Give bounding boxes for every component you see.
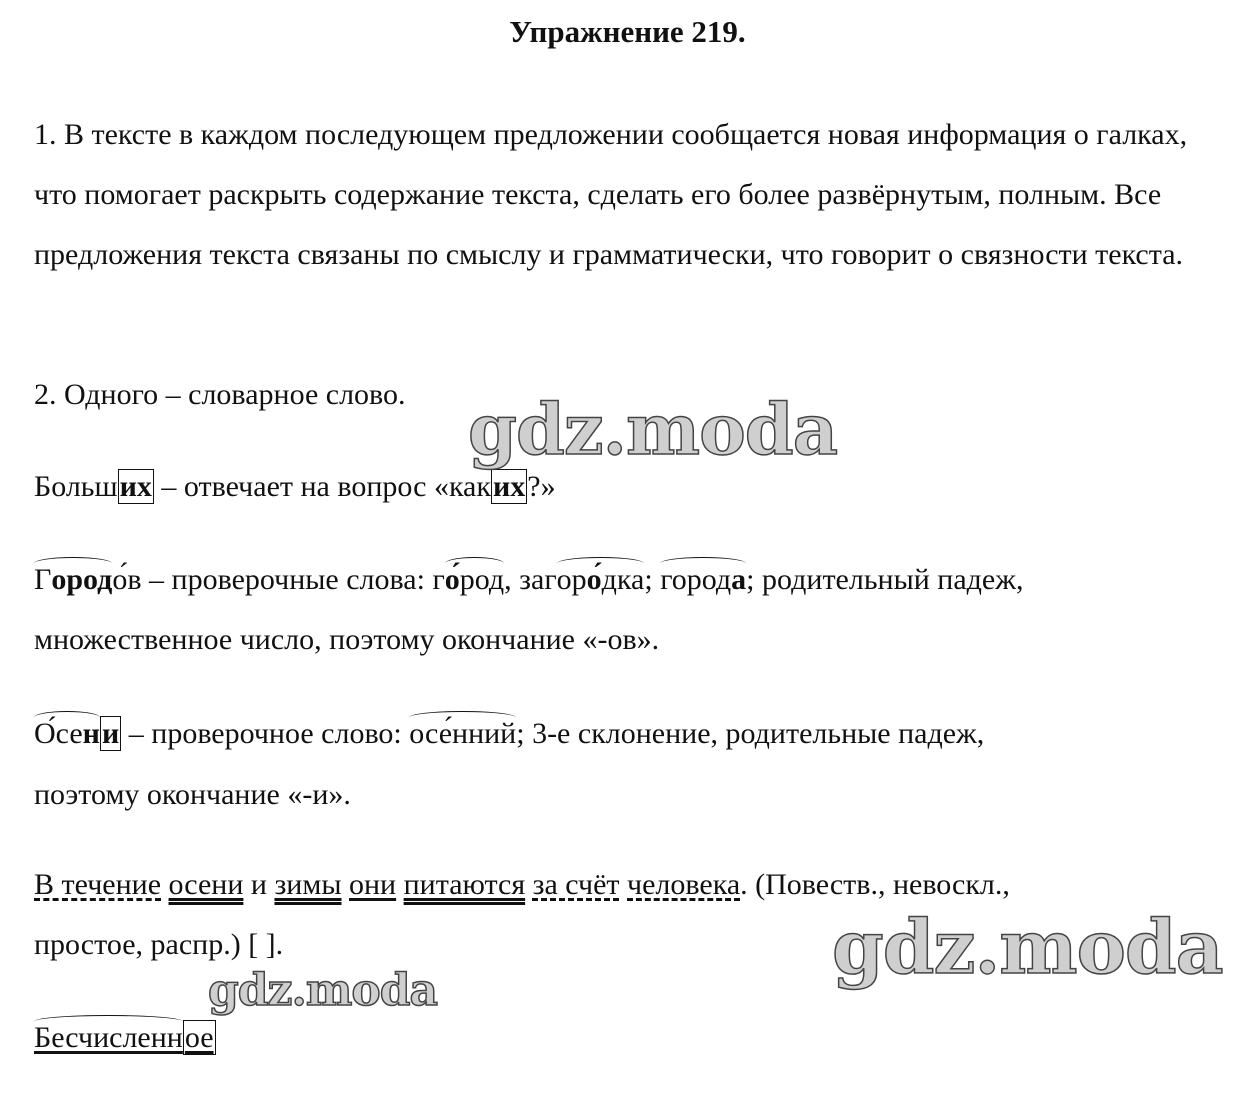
root-arc (660, 563, 746, 597)
object: человека (627, 868, 741, 901)
paragraph-4-line-2: множественное число, поэтому окончание «-ов». (34, 623, 660, 656)
question-ending-box: их (492, 470, 526, 503)
check-word: осе́нний (409, 717, 517, 750)
letter: о́ (444, 563, 460, 596)
text: . (Повеств., невоскл., (740, 868, 1010, 901)
paragraph-7 (34, 1021, 216, 1055)
root-arc (34, 563, 112, 597)
word-ending-box: их (119, 470, 152, 503)
letter: о (83, 563, 98, 596)
object: зимы (274, 868, 342, 901)
sentence-analysis-line-1 (34, 868, 1010, 902)
predicate: питаются (403, 868, 526, 901)
conjunction: и (250, 868, 267, 901)
object: осени (168, 868, 244, 901)
root-arc (557, 563, 645, 597)
word-ending-box: ое (184, 1021, 214, 1054)
word-ending: о́в (112, 563, 142, 596)
text: ?» (527, 470, 556, 503)
letter: город (660, 563, 732, 596)
watermark: gdz.moda (208, 965, 438, 1016)
text: ; родительный падеж, (746, 563, 1024, 596)
letter: н (82, 717, 100, 750)
watermark: gdz.moda (832, 905, 1223, 991)
object: за счёт (532, 868, 620, 901)
letter: дка (601, 563, 645, 596)
text: – проверочное слово: (121, 717, 410, 750)
letter: а (731, 563, 747, 596)
text: – проверочные слова: (141, 563, 433, 596)
letter: О́се (34, 717, 83, 750)
sentence-analysis-line-2: простое, распр.) [ ]. (34, 928, 284, 961)
exercise-title: Упражнение 219. (509, 14, 746, 49)
letter: о́ (586, 563, 602, 596)
letter: г (432, 563, 445, 596)
text: ; 3-е склонение, родительные падеж, (516, 717, 985, 750)
watermark: gdz.moda (468, 388, 838, 471)
root-arc (34, 717, 100, 751)
paragraph-3 (34, 470, 556, 504)
paragraph-5-line-1 (34, 717, 984, 751)
paragraph-4-line-1 (34, 563, 1023, 597)
paragraph-1: 1. В тексте в каждом последующем предложении сообщается новая информация о галках, что помогает раскрыть содержание текста, сделать его более развёрнутым, полным. Все предложения текста связаны по смыслу и грамматически, что говорит о связности текста. (34, 118, 1188, 271)
word-root: Больш (34, 470, 118, 503)
letter: Г (34, 563, 52, 596)
letter: р (66, 563, 84, 596)
paragraph-2: 2. Одного – словарное слово. (34, 378, 406, 411)
letter: о (51, 563, 67, 596)
letter: ор (556, 563, 587, 596)
subject: они (349, 868, 397, 901)
letter: д (97, 563, 113, 596)
adverbial: В течение (34, 868, 162, 901)
text: – отвечает на вопрос «как (153, 470, 491, 503)
letter: род (459, 563, 505, 596)
word-root: Бесчисленн (34, 1021, 183, 1054)
text: , заг (504, 563, 557, 596)
word-ending-box: и (101, 717, 120, 750)
text: ; (644, 563, 661, 596)
root-arc (445, 563, 504, 597)
paragraph-5-line-2: поэтому окончание «-и». (34, 778, 351, 811)
